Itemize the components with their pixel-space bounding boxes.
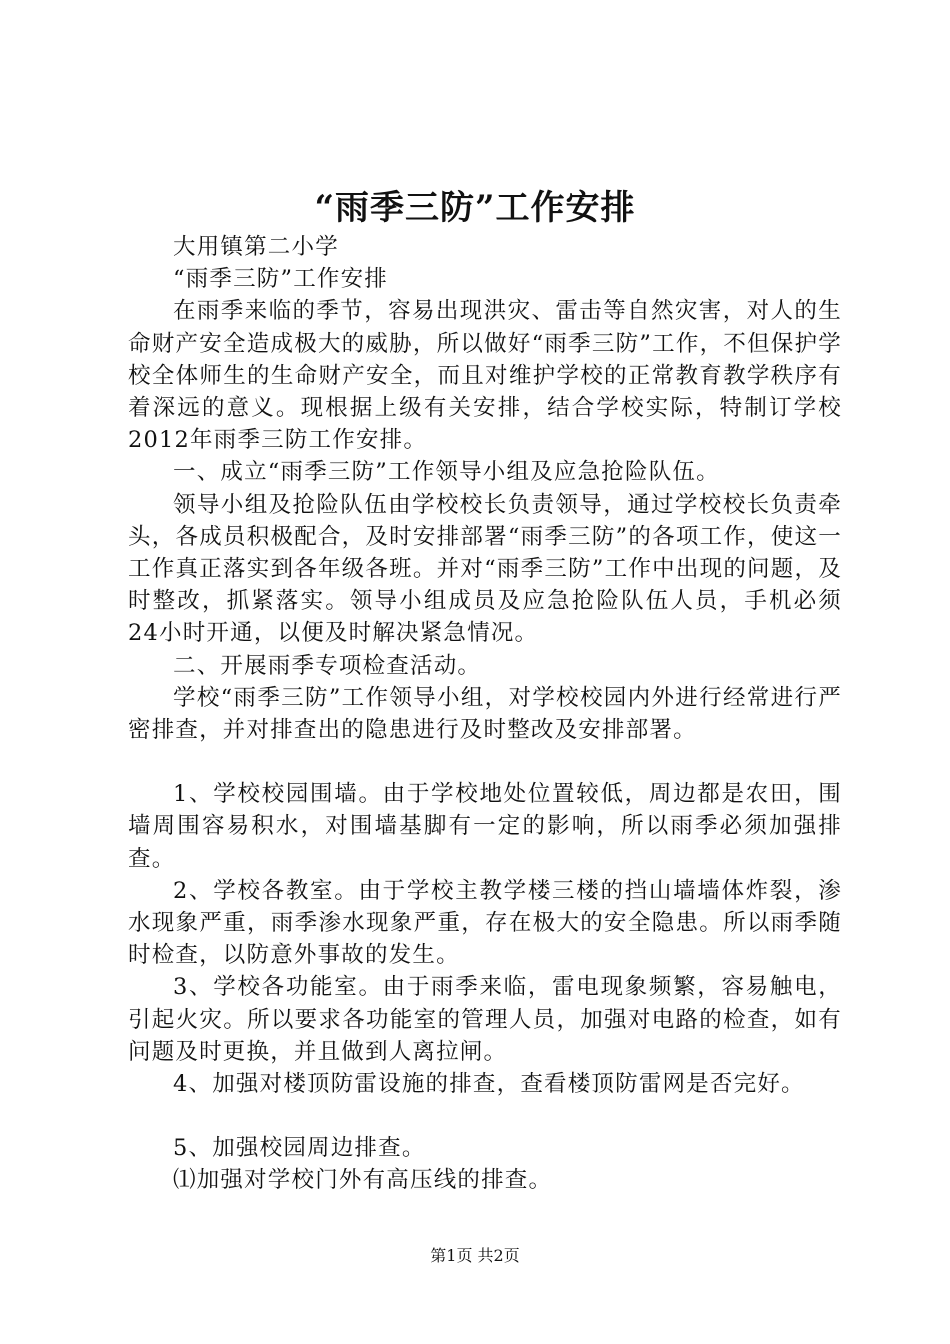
section-heading-1: 一、成立“雨季三防”工作领导小组及应急抢险队伍。 xyxy=(173,459,720,486)
list-item-1: 1、学校校园围墙。由于学校地处位置较低，周边都是农田，围墙周围容易积水，对围墙基脚有一定的影响，所以雨季必须加强排查。 xyxy=(128,781,842,872)
list-item-2: 2、学校各教室。由于学校主教学楼三楼的挡山墙墙体炸裂，渗水现象严重，雨季渗水现象严重，存在极大的安全隐患。所以雨季随时检查，以防意外事故的发生。 xyxy=(128,877,842,969)
paragraph-section-1: 领导小组及抢险队伍由学校校长负责领导，通过学校校长负责牵头，各成员积极配合，及时安排部署“雨季三防”的各项工作，使这一工作真正落实到各年级各班。并对“雨季三防”工作中出现的问题，及时整改，抓紧落实。领导小组成员及应急抢险队伍人员，手机必须24小时开通，以便及时解决紧急情况。 xyxy=(128,491,842,647)
list-item-3: 3、学校各功能室。由于雨季来临，雷电现象频繁，容易触电，引起火灾。所以要求各功能室的管理人员，加强对电路的检查，如有问题及时更换，并且做到人离拉闸。 xyxy=(128,974,842,1065)
section-heading-2: 二、开展雨季专项检查活动。 xyxy=(173,652,482,679)
paragraph-subtitle: “雨季三防”工作安排 xyxy=(173,266,389,293)
list-item-4: 4、加强对楼顶防雷设施的排查，查看楼顶防雷网是否完好。 xyxy=(173,1071,805,1098)
document-title: “雨季三防”工作安排 xyxy=(314,188,636,228)
document-body xyxy=(128,231,842,1197)
list-item-5: 5、加强校园周边排查。 xyxy=(173,1135,426,1162)
sub-item-1: ⑴加强对学校门外有高压线的排查。 xyxy=(173,1167,553,1194)
paragraph-section-2: 学校“雨季三防”工作领导小组，对学校校园内外进行经常进行严密排查，并对排查出的隐患进行及时整改及安排部署。 xyxy=(128,684,842,744)
paragraph-school-name: 大用镇第二小学 xyxy=(173,234,339,260)
page-footer: 第1页 共2页 xyxy=(430,1246,520,1265)
paragraph-intro: 在雨季来临的季节，容易出现洪灾、雷击等自然灾害，对人的生命财产安全造成极大的威胁，所以做好“雨季三防”工作，不但保护学校全体师生的生命财产安全，而且对维护学校的正常教育教学秩序有着深远的意义。现根据上级有关安排，结合学校实际，特制订学校2012年雨季三防工作安排。 xyxy=(128,298,842,454)
